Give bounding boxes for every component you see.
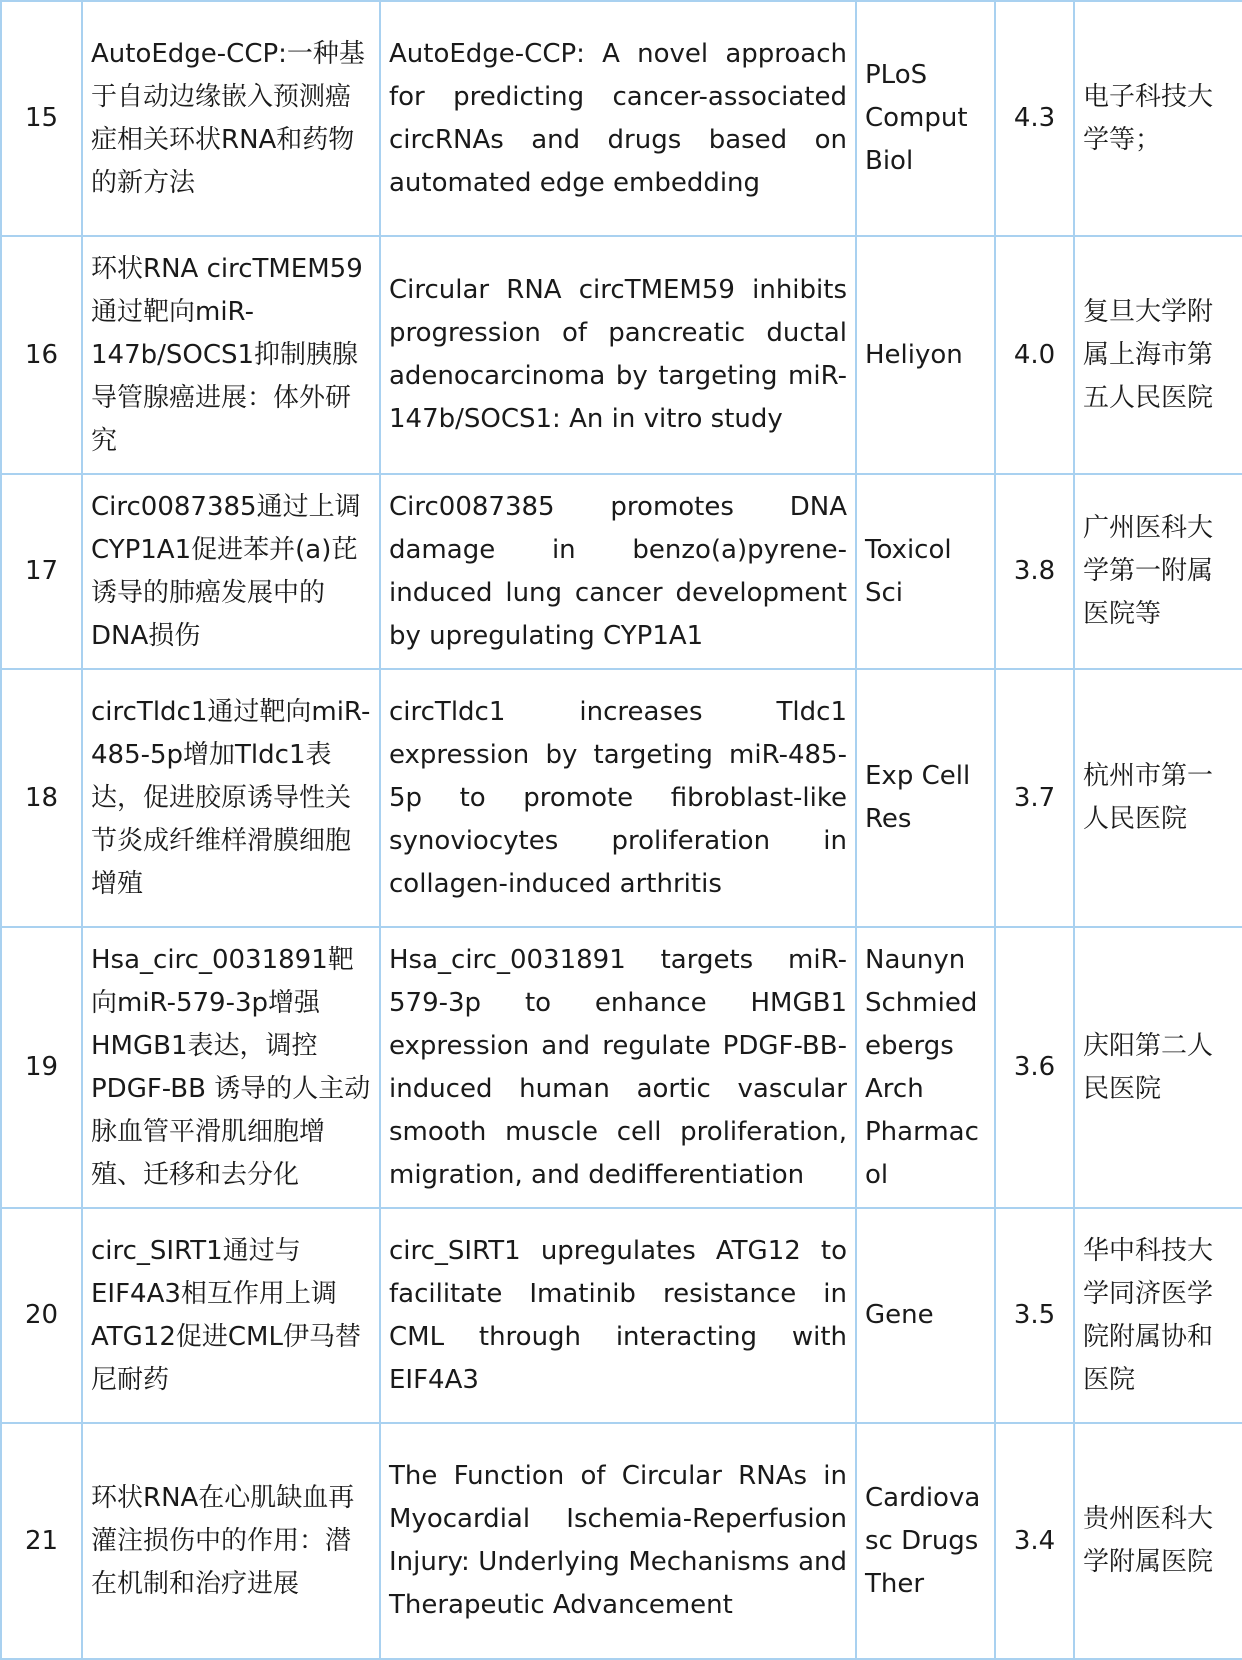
institution: 电子科技大学等； [1074,1,1242,236]
chinese-title: 环状RNA在心肌缺血再灌注损伤中的作用：潜在机制和治疗进展 [82,1423,380,1659]
journal-name: Heliyon [856,236,995,474]
english-title: Circ0087385 promotes DNA damage in benzo(a)pyrene-induced lung cancer development by upregulating CYP1A1 [380,474,856,669]
journal-name: PLoS Comput Biol [856,1,995,236]
chinese-title: 环状RNA circTMEM59通过靶向miR-147b/SOCS1抑制胰腺导管腺癌进展：体外研究 [82,236,380,474]
institution: 贵州医科大学附属医院 [1074,1423,1242,1659]
chinese-title: circ_SIRT1通过与EIF4A3相互作用上调ATG12促进CML伊马替尼耐药 [82,1208,380,1423]
chinese-title: Hsa_circ_0031891靶向miR-579-3p增强HMGB1表达，调控PDGF-BB 诱导的人主动脉血管平滑肌细胞增殖、迁移和去分化 [82,927,380,1208]
impact-factor: 3.8 [995,474,1074,669]
chinese-title: AutoEdge-CCP:一种基于自动边缘嵌入预测癌症相关环状RNA和药物的新方法 [82,1,380,236]
institution: 广州医科大学第一附属医院等 [1074,474,1242,669]
journal-name: Gene [856,1208,995,1423]
table-row [1,474,1242,669]
row-number: 18 [1,669,82,927]
journal-name: Exp Cell Res [856,669,995,927]
row-number: 17 [1,474,82,669]
english-title: circ_SIRT1 upregulates ATG12 to facilitate Imatinib resistance in CML through interacting with EIF4A3 [380,1208,856,1423]
impact-factor: 3.7 [995,669,1074,927]
english-title: Hsa_circ_0031891 targets miR-579-3p to enhance HMGB1 expression and regulate PDGF-BB-induced human aortic vascular smooth muscle cell proliferation, migration, and dedifferentiation [380,927,856,1208]
table-row [1,1423,1242,1659]
table-row [1,236,1242,474]
table-row [1,1,1242,236]
institution: 杭州市第一人民医院 [1074,669,1242,927]
journal-name: Cardiovasc Drugs Ther [856,1423,995,1659]
institution: 华中科技大学同济医学院附属协和医院 [1074,1208,1242,1423]
chinese-title: Circ0087385通过上调CYP1A1促进苯并(a)芘诱导的肺癌发展中的DNA损伤 [82,474,380,669]
row-number: 15 [1,1,82,236]
row-number: 19 [1,927,82,1208]
english-title: The Function of Circular RNAs in Myocardial Ischemia-Reperfusion Injury: Underlying Mechanisms and Therapeutic Advancement [380,1423,856,1659]
institution: 庆阳第二人民医院 [1074,927,1242,1208]
impact-factor: 4.3 [995,1,1074,236]
impact-factor: 3.6 [995,927,1074,1208]
impact-factor: 4.0 [995,236,1074,474]
english-title: circTldc1 increases Tldc1 expression by targeting miR-485-5p to promote fibroblast-like synoviocytes proliferation in collagen-induced arthritis [380,669,856,927]
row-number: 21 [1,1423,82,1659]
journal-name: Toxicol Sci [856,474,995,669]
institution: 复旦大学附属上海市第五人民医院 [1074,236,1242,474]
impact-factor: 3.5 [995,1208,1074,1423]
chinese-title: circTldc1通过靶向miR-485-5p增加Tldc1表达，促进胶原诱导性关节炎成纤维样滑膜细胞增殖 [82,669,380,927]
row-number: 16 [1,236,82,474]
impact-factor: 3.4 [995,1423,1074,1659]
english-title: AutoEdge-CCP: A novel approach for predicting cancer-associated circRNAs and drugs based on automated edge embedding [380,1,856,236]
papers-table-body [1,1,1242,1659]
table-row [1,1208,1242,1423]
journal-name: Naunyn Schmiedebergs Arch Pharmacol [856,927,995,1208]
table-row [1,927,1242,1208]
table-row [1,669,1242,927]
row-number: 20 [1,1208,82,1423]
english-title: Circular RNA circTMEM59 inhibits progression of pancreatic ductal adenocarcinoma by targeting miR-147b/SOCS1: An in vitro study [380,236,856,474]
